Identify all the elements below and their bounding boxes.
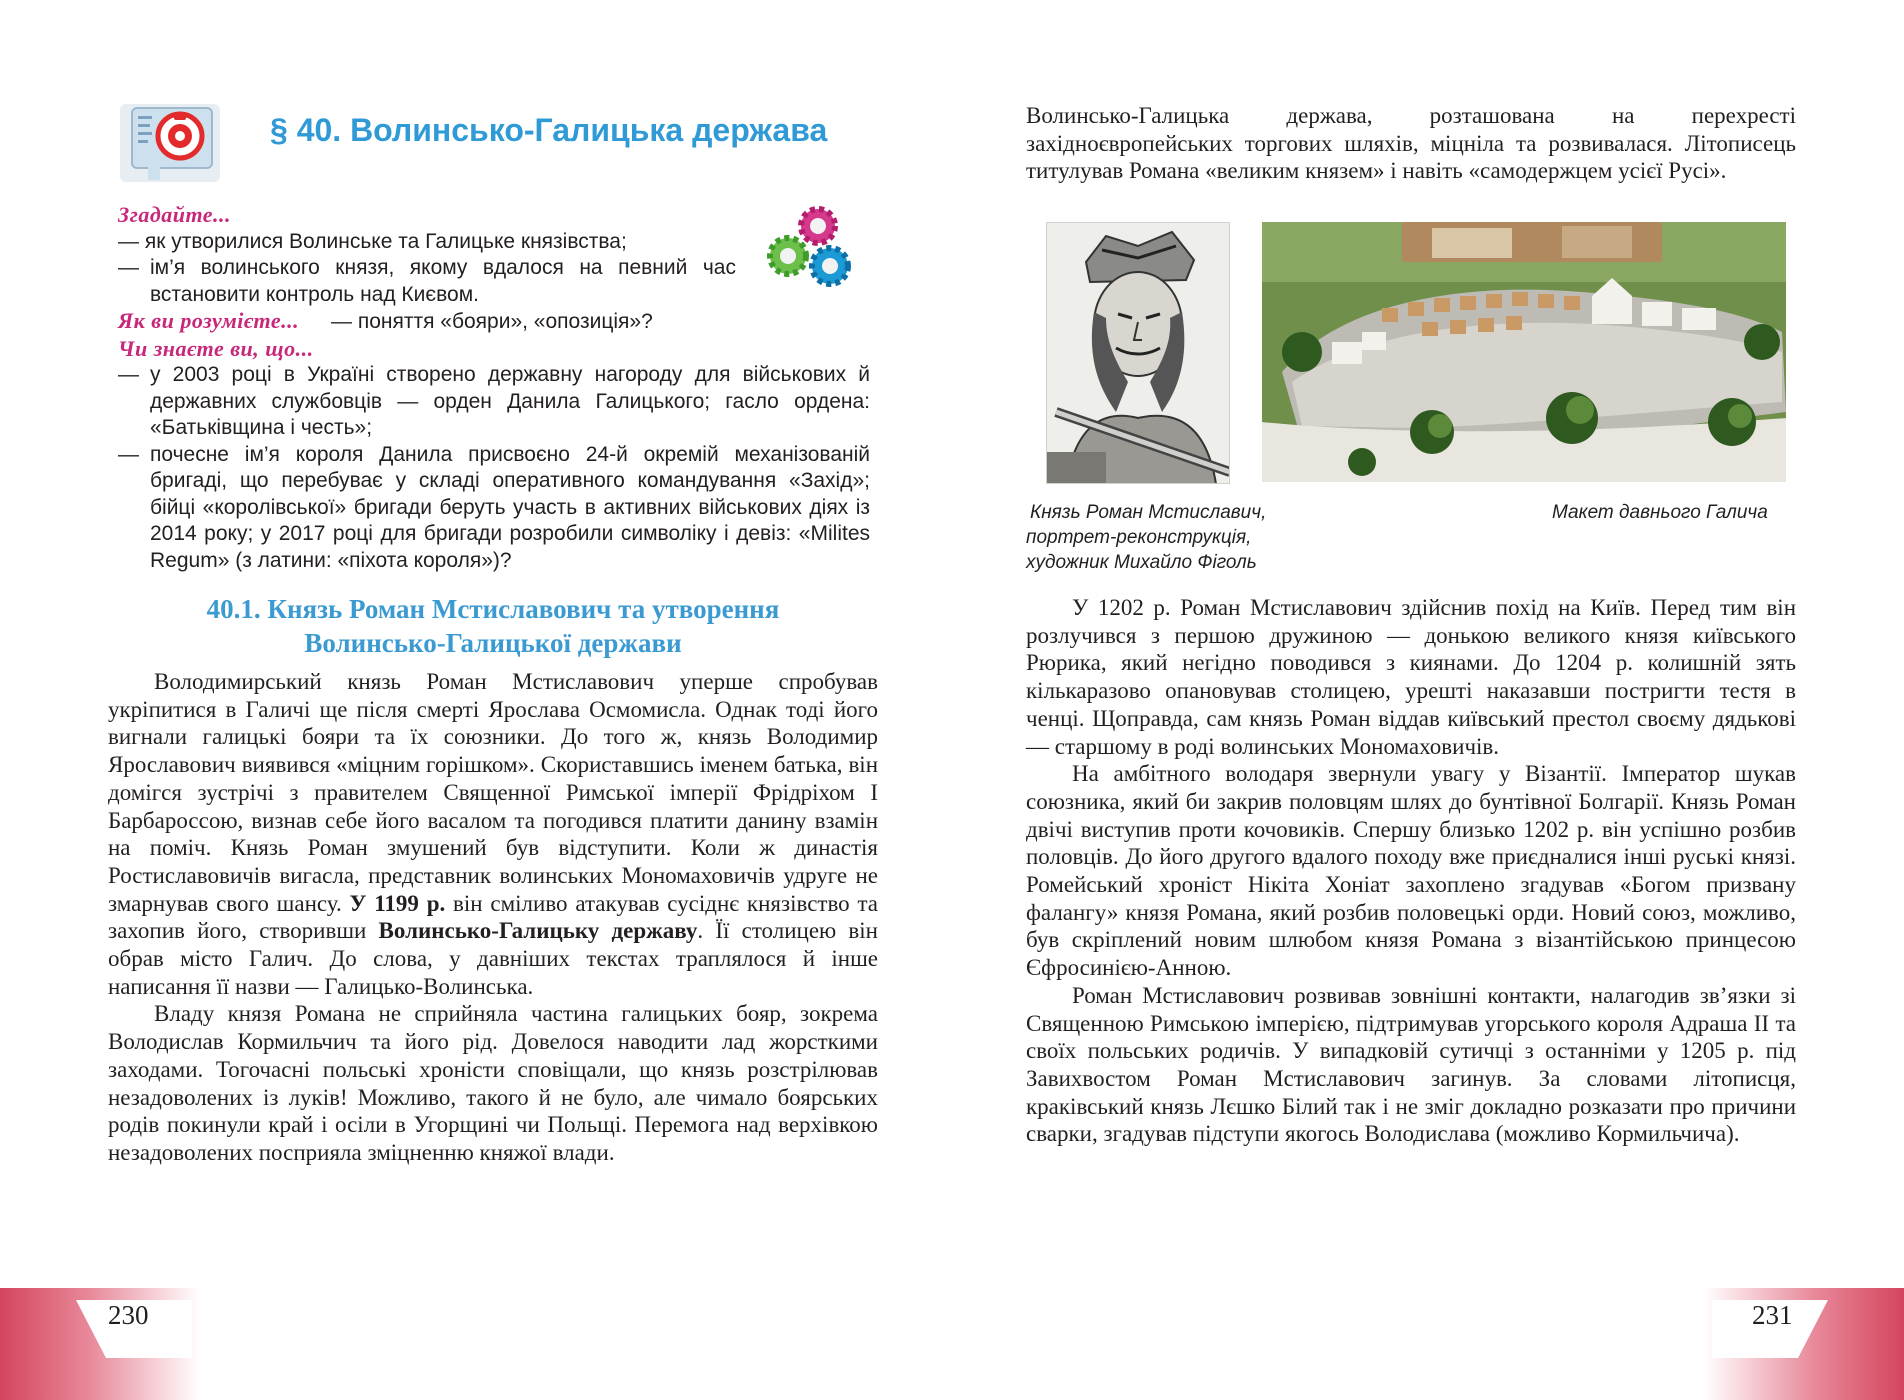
page-number: 230 <box>108 1300 149 1330</box>
text-run: . Її столицею він обрав місто Галич. До слова, у давніших текстах траплялося й інше написання її назви — Галицько-Волинська. <box>108 918 878 999</box>
dash: — <box>118 442 139 466</box>
caption-line: портрет-реконструкція, <box>1026 527 1252 548</box>
know-item-text: почесне ім’я короля Данила присвоєно 24-й окремій механізованій бригаді, що перебуває у складі оперативного командування «Захід»; бійці «королівської» бригади беруть участь в активних військових діях із 2014 року; у 2017 році для бригади розробили символіку і девіз: «Militeѕ Regum» (з латини: «піхота короля»)? <box>150 442 870 572</box>
know-item <box>118 442 870 575</box>
dash: — <box>118 256 139 279</box>
right-body-text <box>1026 594 1796 1148</box>
paragraph: Волинсько-Галицька держава, розташована на перехресті західноєвропейських торгових шляхів, міцніла та розвивалася. Літописець титулував Романа «великим князем» і навіть «самодержцем усієї Русі». <box>1026 103 1796 184</box>
understand-line <box>118 308 870 336</box>
dash: — <box>118 363 139 386</box>
page-title: § 40. Волинсько-Галицька держава <box>270 112 828 148</box>
bold-run: Волинсько-Галицьку державу <box>378 918 698 944</box>
paragraph: Владу князя Романа не сприйняла частина галицьких бояр, зокрема Володислав Кормильчич та його рід. Довелося наводити лад жорсткими заходами. Тогочасні польські хроністи сповіщали, що князь розстрілював незадоволених із луків! Можливо, такого й не було, але чимало боярських родів покинули край і осіли в Угорщині чи Польщі. Перемога над верхівкою незадоволених посприяла зміцненню княжої влади. <box>108 1001 878 1165</box>
understand-text: — поняття «бояри», «опозиція»? <box>330 310 653 333</box>
text-run: він сміливо атакував сусіднє князівство та захопив його, створивши <box>108 890 878 944</box>
left-body-text <box>108 668 878 1167</box>
recall-item: ім’я волинського князя, якому вдалося на певний час встановити контроль над Києвом. <box>150 256 736 306</box>
paragraph: Роман Мстиславович розвивав зовнішні контакти, налагодив зв’язки зі Священною Римською імперією, підтримував угорського короля Адраша II та своїх польських родичів. У випадковій сутичці з останніми у 1205 р. під Завихвостом Роман Мстиславович загинув. За словами літописця, краківський князь Лєшко Білий так і не зміг докладно розказати про причини сварки, згадував підступи якогось Володислава (можливо Кормильчича). <box>1026 982 1796 1147</box>
know-item <box>118 362 870 442</box>
page-number: 231 <box>1752 1300 1793 1330</box>
portrait-caption <box>1026 500 1326 575</box>
understand-label: Як ви розумієте... <box>118 308 300 333</box>
paragraph <box>108 668 878 1000</box>
model-caption: Макет давнього Галича <box>1552 502 1768 523</box>
right-top-text <box>1026 102 1796 185</box>
text-run: Володимирський князь Роман Мстиславович уперше спробував укріпитися в Галичі ще після смерті Ярослава Осмомисла. Однак тоді його вигнали галицькі бояри та їх союзники. До того ж, князь Володимир Ярославович виявився «міцним горішком». Скориставшись іменем батька, він домігся зустрічі з правителем Священної Римської імперії Фрідріхом I Барбароссою, визнав себе його васалом та погодився платити данину взамін на поміч. Князь Роман змушений був відступити. Коли ж династія Ростиславовичів вигасла, представник волинських Мономаховичів удруге не змарнував свого шансу. <box>108 669 878 916</box>
caption-line: Князь Роман Мстиславич, <box>1030 502 1267 523</box>
bold-run: У 1199 р. <box>349 890 446 916</box>
recall-item-bullet <box>118 255 736 308</box>
section-heading-line: 40.1. Князь Роман Мстиславович та утворення <box>206 594 780 624</box>
paragraph: У 1202 р. Роман Мстиславович здійснив похід на Київ. Перед тим він розлучився з першою дружиною — донькою великого князя київського Рюрика, який негідно поводився з киянами. До 1204 р. колишній зять кількаразово опановував столицею, урешті наказавши постригти тестя в ченці. Щоправда, сам князь Роман віддав київський престол своєму дядькові — старшому в роді волинських Мономаховичів. <box>1026 595 1796 759</box>
recall-label: Згадайте... <box>118 202 232 227</box>
caption-line: художник Михайло Фіголь <box>1026 552 1257 573</box>
halych-model-image <box>1262 222 1786 482</box>
intro-block <box>118 202 870 574</box>
know-label: Чи знаєте ви, що... <box>118 335 314 361</box>
recall-item: — як утворилися Волинське та Галицьке князівства; <box>118 229 627 253</box>
know-item-text: у 2003 році в Україні створено державну нагороду для військових й державних службовців — орден Данила Галицького; гасло ордена: «Батьківщина і честь»; <box>150 363 870 439</box>
paragraph: На амбітного володаря звернули увагу у Візантії. Імператор шукав союзника, який би закрив половцям шлях до бунтівної Болгарії. Князь Роман двічі виступив проти кочовиків. Спершу близько 1202 р. він успішно розбив половців. До його другого вдалого походу вже приєдналися інші руські князі. Ромейський хроніст Нікіта Хоніат захоплено згадував «Богом призвану фалангу» князя Романа, який розбив половецькі орди. Новий союз, можливо, був скріплений новим шлюбом князя Романа з візантійською принцесою Єфросинією-Анною. <box>1026 761 1796 981</box>
portrait-image <box>1046 222 1230 484</box>
section-heading <box>108 592 878 660</box>
section-heading-line: Волинсько-Галицької держави <box>304 628 682 658</box>
target-screen-icon <box>118 100 222 188</box>
